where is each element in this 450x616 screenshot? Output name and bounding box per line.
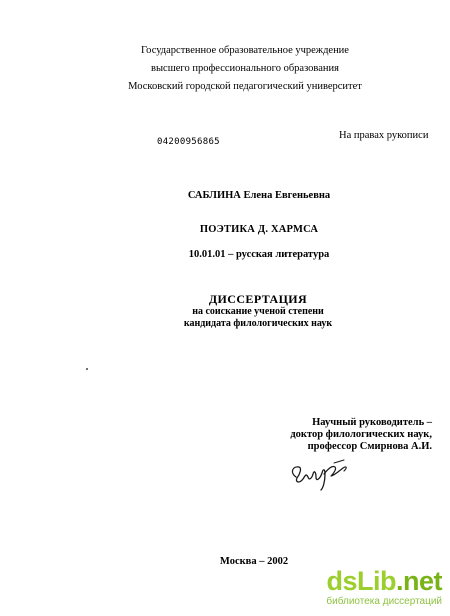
city-year: Москва – 2002 [219, 556, 289, 567]
institution-line-1: Государственное образовательное учреждение [141, 45, 349, 56]
watermark-subtitle: библиотека диссертаций [326, 596, 442, 607]
watermark [322, 560, 450, 616]
supervisor-line-3: профессор Смирнова А.И. [307, 441, 432, 452]
dissertation-title: ПОЭТИКА Д. ХАРМСА [199, 224, 319, 235]
watermark-logo: dsLib.net [326, 566, 442, 596]
stray-mark [86, 368, 88, 370]
degree-line-2: кандидата филологических наук [183, 318, 333, 329]
supervisor-line-1: Научный руководитель – [312, 417, 432, 428]
degree-line-1: на соискание ученой степени [192, 306, 324, 317]
institution-line-2: высшего профессионального образования [151, 63, 339, 74]
rights-note: На правах рукописи [339, 130, 429, 141]
institution-line-3: Московский городской педагогический университет [128, 81, 362, 92]
author-name: САБЛИНА Елена Евгеньевна [187, 190, 331, 201]
supervisor-line-2: доктор филологических наук, [290, 429, 432, 440]
dissertation-heading: ДИССЕРТАЦИЯ [208, 292, 308, 306]
specialty: 10.01.01 – русская литература [188, 249, 330, 260]
handwritten-signature [286, 457, 356, 493]
registration-code: 04200956865 [157, 137, 220, 147]
